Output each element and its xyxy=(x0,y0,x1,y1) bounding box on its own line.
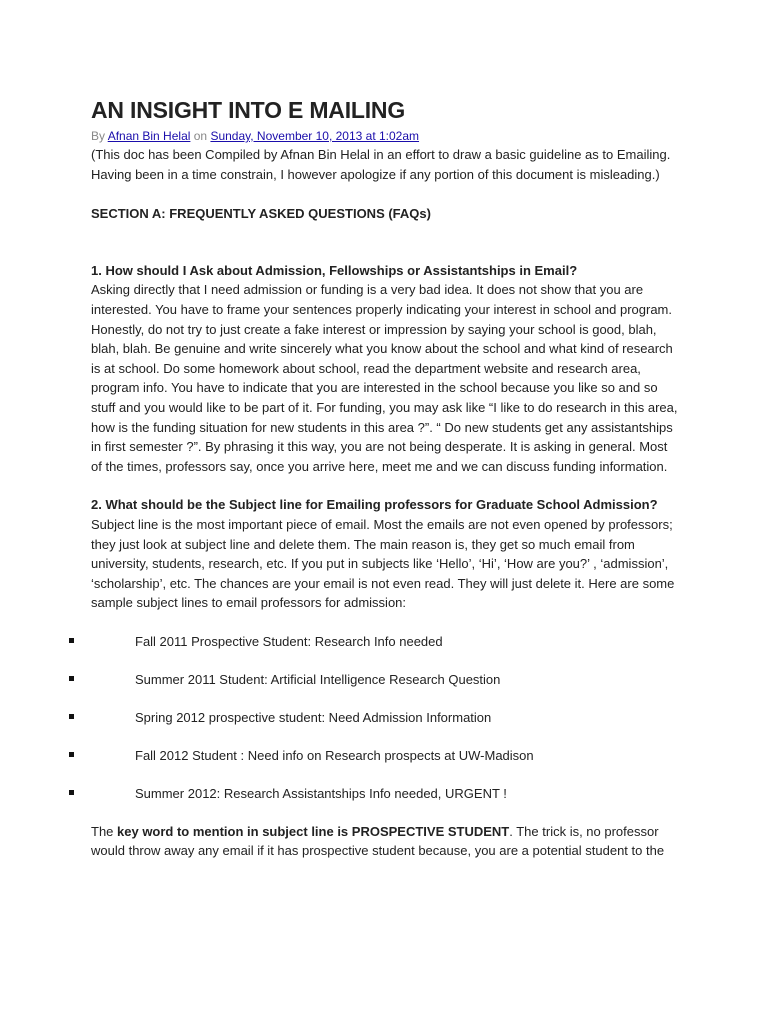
list-item xyxy=(91,670,681,708)
intro-paragraph: (This doc has been Compiled by Afnan Bin Helal in an effort to draw a basic guideline as to Emailing. Having been in a time constrain, I however apologize if any portion of this document is misleading.) xyxy=(91,147,671,182)
square-bullet-icon xyxy=(69,638,74,643)
byline xyxy=(91,128,681,144)
byline-on: on xyxy=(193,129,208,143)
square-bullet-icon xyxy=(69,752,74,757)
subject-line-example: Spring 2012 prospective student: Need Admission Information xyxy=(135,709,492,725)
subject-line-example: Summer 2012: Research Assistantships Info needed, URGENT ! xyxy=(135,785,507,801)
key-para-bold: key word to mention in subject line is PROSPECTIVE STUDENT xyxy=(117,823,510,839)
subject-line-list xyxy=(91,632,681,822)
square-bullet-icon xyxy=(69,790,74,795)
question-1: 1. How should I Ask about Admission, Fellowships or Assistantships in Email? xyxy=(91,262,578,278)
answer-1: Asking directly that I need admission or funding is a very bad idea. It does not show that you are interested. You have to frame your sentences properly indicating your interest in school and program. Honestly, do not try to just create a fake interest or impression by saying your school is good, blah, blah, blah. Be genuine and write sincerely what you know about the school and what kind of research is at school. Do some homework about school, read the department website and research area, program info. You have to indicate that you are interested in the school because you like so and so stuff and you would like to be part of it. For funding, you may ask like “I like to do research in this area, how is the funding situation for new students in this area ?”. “ Do new students get any assistantships in first semester ?”. By phrasing it this way, you are not being desperate. It is asking in general. Most of the times, professors say, once you arrive here, meet me and we can discuss funding information. xyxy=(91,282,678,474)
key-para-rest: . The trick is, no professor would throw away any email if it has prospective student because, you are a potential student to the xyxy=(91,823,665,859)
subject-line-example: Fall 2012 Student : Need info on Research prospects at UW-Madison xyxy=(135,747,534,763)
document-content xyxy=(91,96,681,861)
list-item xyxy=(91,632,681,670)
document-title: AN INSIGHT INTO E MAILING xyxy=(91,97,406,123)
section-title: SECTION A: FREQUENTLY ASKED QUESTIONS (FAQs) xyxy=(91,206,431,222)
answer-2: Subject line is the most important piece of email. Most the emails are not even opened by professors; they just look at subject line and delete them. The main reason is, they get so much email from university, students, research, etc. If you put in subjects like ‘Hello’, ‘Hi’, ‘How are you?’ , ‘admission’, ‘scholarship’, etc. The chances are your email is not even read. They will just delete it. Here are some sample subject lines to email professors for admission: xyxy=(91,516,675,611)
subject-line-example: Fall 2011 Prospective Student: Research Info needed xyxy=(135,633,443,649)
key-word-paragraph xyxy=(91,822,681,861)
subject-line-example: Summer 2011 Student: Artificial Intelligence Research Question xyxy=(135,671,501,687)
list-item xyxy=(91,784,681,822)
list-item xyxy=(91,746,681,784)
key-para-lead: The xyxy=(91,823,118,839)
square-bullet-icon xyxy=(69,714,74,719)
question-2: 2. What should be the Subject line for Emailing professors for Graduate School Admission? xyxy=(91,497,658,513)
byline-by: By xyxy=(91,129,106,143)
list-item xyxy=(91,708,681,746)
square-bullet-icon xyxy=(69,676,74,681)
date-link[interactable]: Sunday, November 10, 2013 at 1:02am xyxy=(210,129,420,143)
author-link[interactable]: Afnan Bin Helal xyxy=(107,129,191,143)
